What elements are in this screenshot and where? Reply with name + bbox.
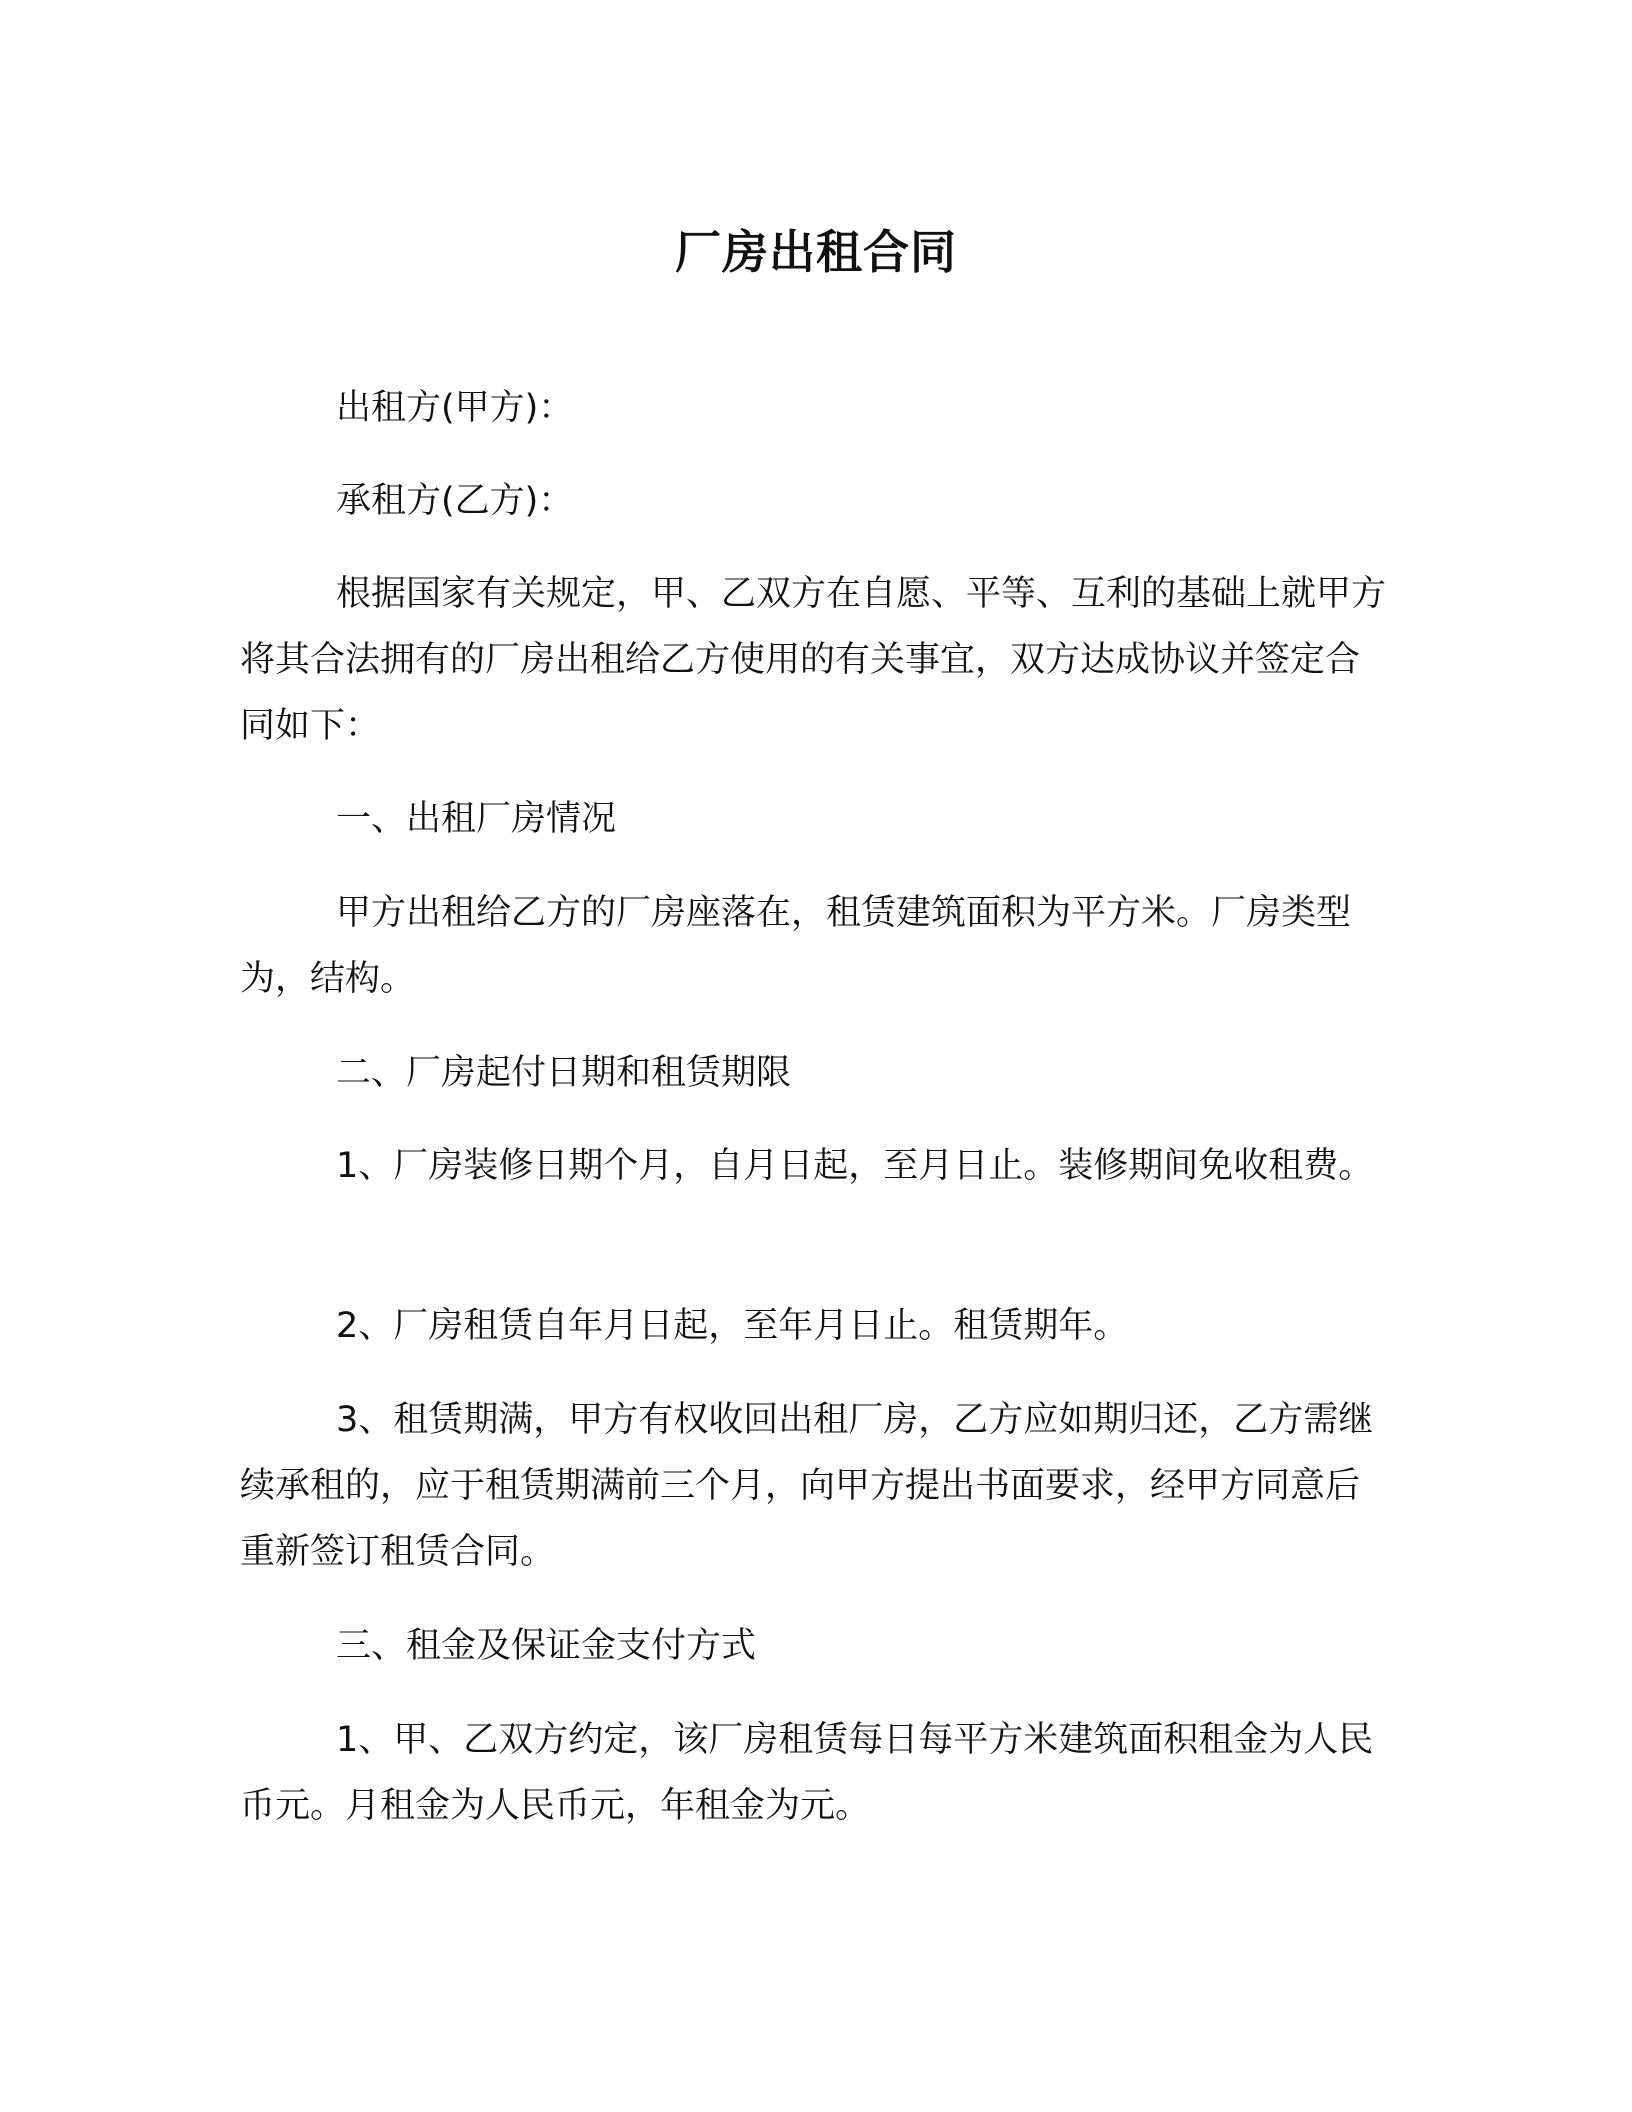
- document-title: 厂房出租合同: [675, 225, 957, 279]
- section-2-heading: 二、厂房起付日期和租赁期限: [336, 1053, 792, 1093]
- lessee-label: 承租方(乙方)：: [336, 481, 574, 521]
- section-1-heading: 一、出租厂房情况: [336, 799, 617, 839]
- section-3-heading: 三、租金及保证金支付方式: [336, 1626, 757, 1666]
- section-3-item-1: 1、甲、乙双方约定，该厂房租赁每日每平方米建筑面积租金为人民币元。月租金为人民币元，年租金为元。: [240, 1720, 1374, 1826]
- section-1-body: 甲方出租给乙方的厂房座落在，租赁建筑面积为平方米。厂房类型为，结构。: [240, 893, 1352, 999]
- lessor-label: 出租方(甲方)：: [336, 388, 574, 428]
- section-2-item-3: 3、租赁期满，甲方有权收回出租厂房，乙方应如期归还，乙方需继续承租的，应于租赁期满前三个月，向甲方提出书面要求，经甲方同意后重新签订租赁合同。: [240, 1400, 1374, 1572]
- section-2-item-2: 2、厂房租赁自年月日起，至年月日止。租赁期年。: [336, 1306, 1129, 1346]
- preamble-paragraph: 根据国家有关规定，甲、乙双方在自愿、平等、互利的基础上就甲方将其合法拥有的厂房出租给乙方使用的有关事宜，双方达成协议并签定合同如下：: [240, 574, 1387, 746]
- section-2-item-1: 1、厂房装修日期个月，自月日起，至月日止。装修期间免收租费。: [336, 1146, 1374, 1186]
